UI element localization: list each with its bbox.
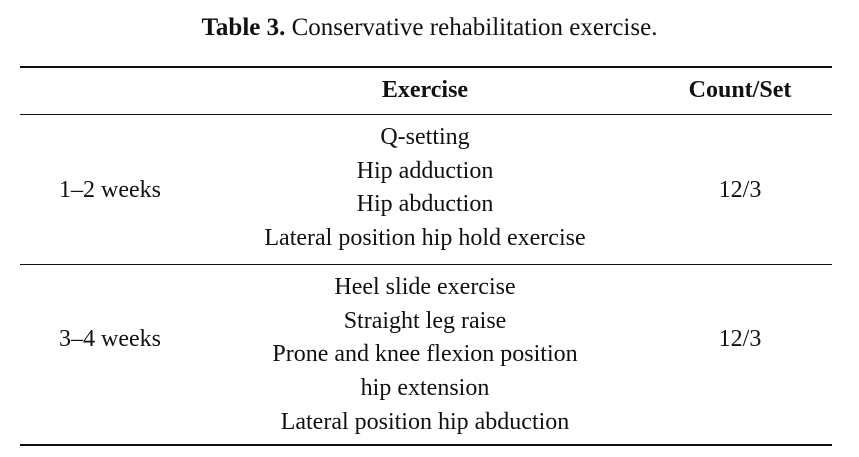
period-cell: 3–4 weeks [59,326,161,352]
table-caption [0,12,859,44]
table-row-rule [20,264,832,265]
table-top-rule [20,66,832,68]
header-count-set: Count/Set [688,77,792,103]
table-caption-text: Conservative rehabilitation exercise. [291,14,658,41]
period-cell: 1–2 weeks [59,177,161,203]
table-caption-label: Table 3. [201,14,286,41]
exercise-cell [205,121,645,256]
exercise-item: Lateral position hip abduction [280,408,570,435]
exercise-item: Prone and knee flexion position [272,341,578,368]
exercise-item: Lateral position hip hold exercise [264,225,586,252]
exercise-item: Hip adduction [356,157,494,184]
exercise-item: Hip abduction [356,191,494,218]
exercise-item: hip extension [360,375,490,402]
table-bottom-rule [20,444,832,446]
exercise-item: Heel slide exercise [334,274,516,300]
exercise-cell [205,271,645,440]
exercise-item: Q-setting [380,124,470,150]
table-header-rule [20,114,832,115]
count-cell: 12/3 [718,177,762,203]
exercise-item: Straight leg raise [343,307,507,334]
header-exercise: Exercise [381,77,469,103]
count-cell: 12/3 [718,326,762,352]
